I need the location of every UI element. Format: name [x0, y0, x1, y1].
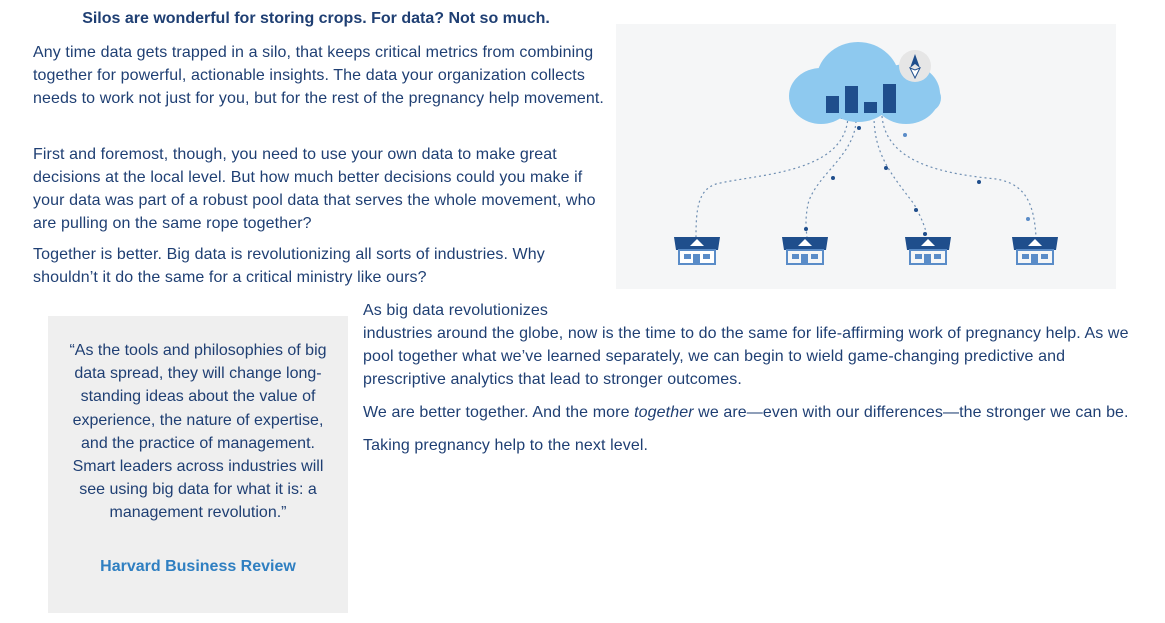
paragraph-big-data-line1: As big data revolutionizes	[363, 302, 548, 319]
bar	[826, 96, 839, 113]
pull-quote	[48, 316, 348, 613]
bar	[864, 102, 877, 113]
paragraph-better-together	[363, 401, 1148, 424]
data-dots	[804, 115, 1030, 236]
illustration-svg	[616, 24, 1116, 289]
paragraph-silos: Any time data gets trapped in a silo, that keeps critical metrics from combining together for powerful, actionable insights. The data your organization collects needs to work not just for you, but for the rest of the pregnancy help movement.	[33, 44, 604, 107]
right-column	[363, 299, 1148, 467]
house-icon	[1012, 237, 1058, 264]
data-dot	[857, 126, 861, 130]
connection-line	[874, 116, 927, 237]
compass-icon	[899, 50, 931, 82]
data-dot	[1026, 217, 1030, 221]
data-dot	[831, 176, 835, 180]
data-dot	[804, 227, 808, 231]
data-dot	[903, 133, 907, 137]
paragraph-together: Together is better. Big data is revolutionizing all sorts of industries. Why shouldn’t it do the same for a critical ministry like ours?	[33, 246, 545, 286]
connection-line	[806, 116, 856, 237]
paragraph-local-data: First and foremost, though, you need to use your own data to make great decisions at the local level. But how much better decisions could you make if your data was part of a robust pool data that serves the whole movement, who are pulling on the same rope together?	[33, 146, 596, 232]
better-together-after: we are—even with our differences—the stronger we can be.	[693, 404, 1129, 421]
paragraph-big-data	[363, 299, 1148, 391]
quote-text: “As the tools and philosophies of big data spread, they will change long-standing ideas about the value of experience, the nature of expertise, and the practice of management. Smart leaders across industries will see using big data for what it is: a management revolution.”	[69, 342, 327, 522]
data-dot	[977, 180, 981, 184]
data-cloud-illustration	[616, 24, 1116, 289]
house-icon	[782, 237, 828, 264]
better-together-before: We are better together. And the more	[363, 404, 635, 421]
house-icon	[905, 237, 951, 264]
house-icon	[674, 237, 720, 264]
connection-lines	[696, 116, 1036, 237]
bar	[883, 84, 896, 113]
paragraph-big-data-rest: industries around the globe, now is the time to do the same for life-affirming work of pregnancy help. As we pool together what we’ve learned separately, we can begin to wield game-changing predictive and prescriptive analytics that lead to stronger outcomes.	[363, 325, 1129, 388]
data-dot	[914, 208, 918, 212]
section-heading: Silos are wonderful for storing crops. For data? Not so much.	[82, 10, 550, 27]
connection-line	[696, 116, 848, 237]
paragraph-next-level: Taking pregnancy help to the next level.	[363, 437, 649, 454]
data-dot	[923, 232, 927, 236]
better-together-emphasis: together	[634, 404, 694, 421]
bar	[845, 86, 858, 113]
data-dot	[884, 166, 888, 170]
quote-source: Harvard Business Review	[100, 558, 296, 575]
